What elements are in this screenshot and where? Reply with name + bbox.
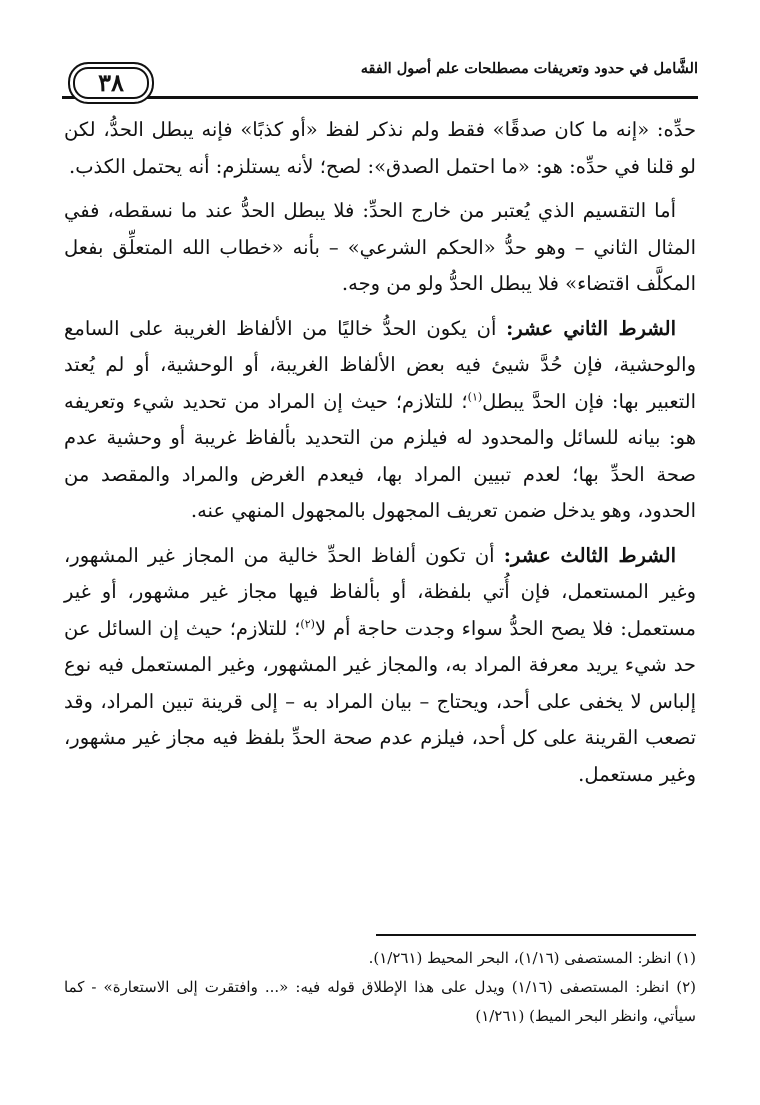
running-title: الشَّامل في حدود وتعريفات مصطلحات علم أصول الفقه bbox=[360, 60, 698, 77]
page-header bbox=[62, 58, 698, 98]
footnote-1: (١) انظر: المستصفى (١/١٦)، البحر المحيط (١/٢٦١). bbox=[368, 949, 696, 967]
condition-13-heading: الشرط الثالث عشر: bbox=[503, 543, 676, 567]
paragraph-4 bbox=[64, 538, 696, 794]
paragraph-3-text-a: أن يكون الحدُّ خاليًا من الألفاظ الغريبة على السامع والوحشية، فإن حُدَّ شيئ فيه بعض الألفاظ الغريبة، أو الوحشية، أو لم يُعتد التعبير بها: فإن الحدَّ يبطل bbox=[64, 316, 696, 413]
footnote-separator bbox=[376, 934, 696, 936]
footnote-ref-1[interactable]: (١) bbox=[467, 390, 483, 403]
paragraph-3-text-b: ؛ للتلازم؛ حيث إن المراد من تحديد شيء وتعريفه هو: بيانه للسائل والمحدود له فيلزم من التحديد بألفاظ غريبة أو وحشية عدم صحة الحدِّ بها؛ لعدم تبيين المراد بها، فيعدم الغرض والمراد والمقصد من الحدود، وهو يدخل ضمن تعريف المجهول بالمجهول المنهي عنه. bbox=[64, 389, 696, 522]
paragraph-4-text-b: ؛ للتلازم؛ حيث إن السائل عن حد شيء يريد معرفة المراد به، والمجاز غير المشهور، وغير المستعمل فيه نوع إلباس لا يخفى على أحد، ويحتاج – بيان المراد به – إلى قرينة تبين المراد، وقد تصعب القرينة على كل أحد، فيلزم عدم صحة الحدِّ بلفظ فيه مجاز غير مشهور، وغير مستعمل. bbox=[64, 616, 696, 786]
footnote-ref-2[interactable]: (٢) bbox=[300, 617, 315, 630]
page-number: ٣٨ bbox=[98, 68, 124, 97]
paragraph-1: حدِّه: «إنه ما كان صدقًا» فقط ولم نذكر لفظ «أو كذبًا» فإنه يبطل الحدُّ، لكن لو قلنا في حدِّه: هو: «ما احتمل الصدق»: لصح؛ لأنه يستلزم: أنه يحتمل الكذب. bbox=[64, 118, 696, 178]
paragraph-3 bbox=[64, 311, 696, 530]
paragraph-2: أما التقسيم الذي يُعتبر من خارج الحدِّ: فلا يبطل الحدُّ عند ما نسقطه، ففي المثال الثاني – وهو حدُّ «الحكم الشرعي» – بأنه «خطاب الله المتعلِّق بفعل المكلَّف اقتضاء» فلا يبطل الحدُّ ولو من وجه. bbox=[64, 199, 696, 295]
header-rule bbox=[62, 96, 698, 99]
page-number-frame bbox=[68, 62, 154, 104]
condition-12-heading: الشرط الثاني عشر: bbox=[506, 316, 677, 340]
footnotes bbox=[64, 944, 696, 1031]
paragraph-4-text-a: أن تكون ألفاظ الحدِّ خالية من المجاز غير المشهور، وغير المستعمل، فإن أُتي بلفظة، أو بألفاظ فيها مجاز غير مشهور، أو غير مستعمل: فلا يصح الحدُّ سواء وجدت حاجة أم لا bbox=[64, 543, 696, 640]
main-text bbox=[64, 112, 696, 801]
footnote-2: (٢) انظر: المستصفى (١/١٦) ويدل على هذا الإطلاق قوله فيه: «... وافتقرت إلى الاستعارة» - كما سيأتي، وانظر البحر الميط) (١/٢٦١) bbox=[64, 978, 696, 1025]
